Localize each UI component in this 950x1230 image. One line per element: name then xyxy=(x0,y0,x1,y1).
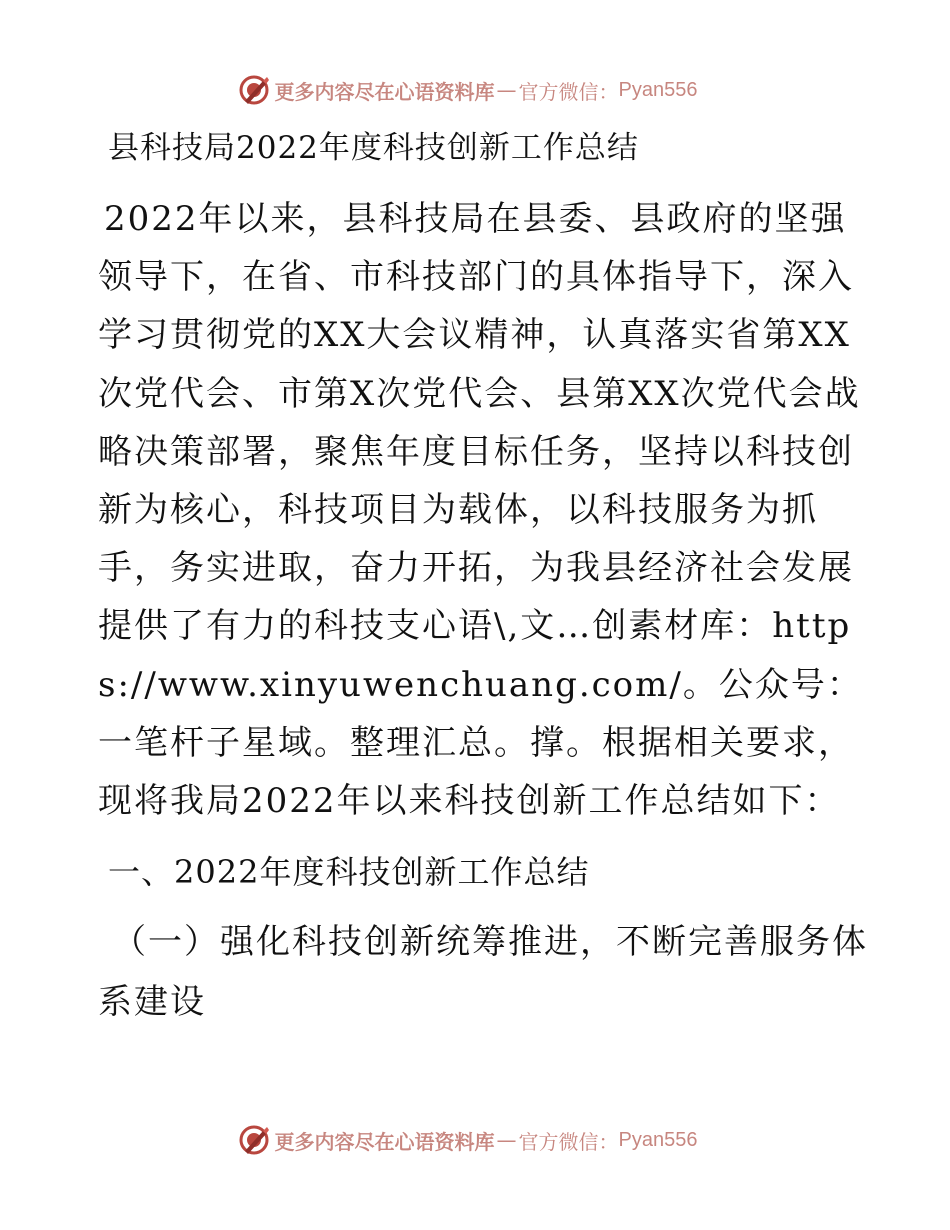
header-watermark-inner xyxy=(237,73,698,107)
pen-logo-icon xyxy=(237,73,271,107)
watermark-wechat-label: 官方微信： xyxy=(518,1129,619,1154)
intro-paragraph: 2022年以来，县科技局在县委、县政府的坚强领导下，在省、市科技部门的具体指导下，深入学习贯彻党的XX大会议精神，认真落实省第XX次党代会、市第X次党代会、县第XX次党代会战略决策部署，聚焦年度目标任务，坚持以科技创新为核心，科技项目为载体，以科技服务为抓手，务实进取，奋力开拓，为我县经济社会发展提供了有力的科技支心语\,文…创素材库：https://www.xinyuwenchuang.com/。公众号：一笔杆子星域。整理汇总。撑。根据相关要求，现将我局2022年以来科技创新工作总结如下： xyxy=(98,199,863,822)
document-body xyxy=(98,118,868,1032)
footer-watermark-inner xyxy=(237,1123,698,1157)
subsection-heading: （一）强化科技创新统筹推进，不断完善服务体系建设 xyxy=(98,922,868,1023)
watermark-wechat-label: 官方微信： xyxy=(518,79,619,104)
watermark-wechat-id: Pyan556 xyxy=(618,1128,698,1151)
footer-watermark xyxy=(0,1120,950,1160)
watermark-text: 更多内容尽在心语资料库 xyxy=(274,79,495,104)
watermark-text: 更多内容尽在心语资料库 xyxy=(274,1129,495,1154)
watermark-separator: — xyxy=(496,1128,517,1152)
section-heading: 一、2022年度科技创新工作总结 xyxy=(108,853,590,892)
watermark-wechat-id: Pyan556 xyxy=(618,78,698,101)
header-watermark xyxy=(0,70,950,110)
pen-logo-icon xyxy=(237,1123,271,1157)
watermark-separator: — xyxy=(496,78,517,102)
document-title: 县科技局2022年度科技创新工作总结 xyxy=(108,130,639,166)
